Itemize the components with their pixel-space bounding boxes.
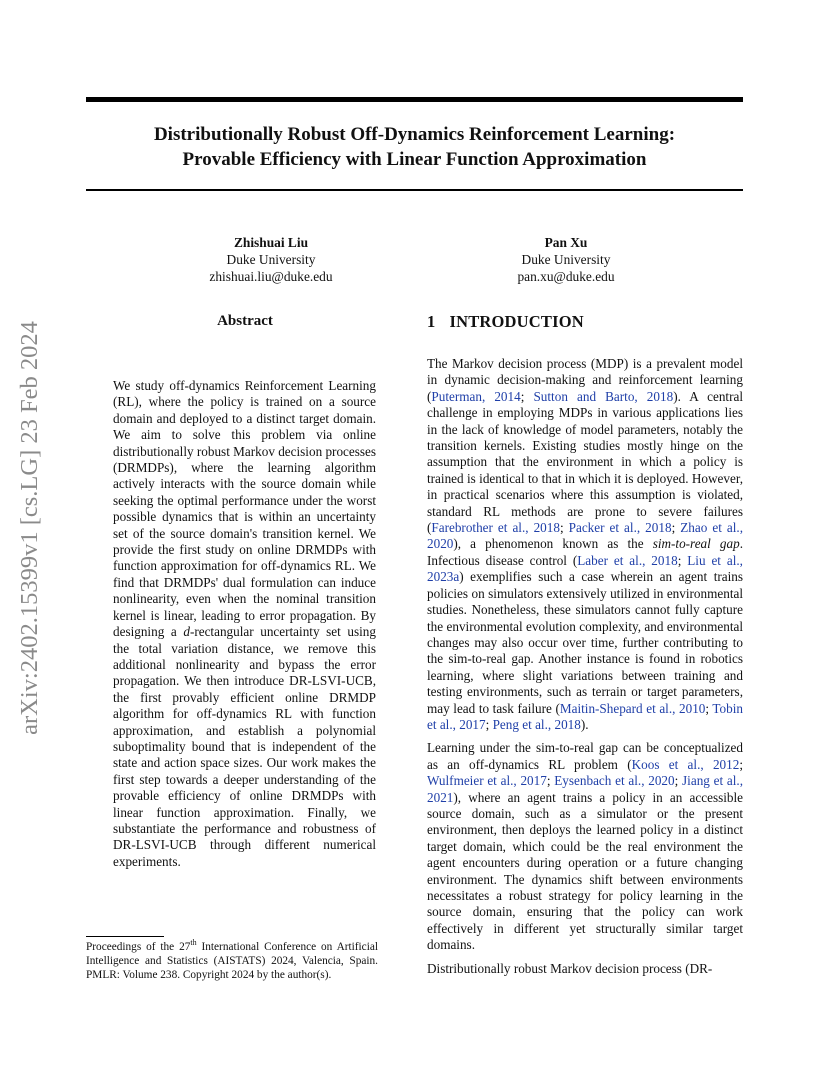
abstract-heading: Abstract <box>217 313 273 329</box>
abstract-text-2: -rectangular uncertainty set using the total variation distance, we remove this additional nonlinearity and bypass the error propagation. We then introduce DR-LSVI-UCB, the first provably efficient online DRMDP algorithm for off-dynamics RL with function approximation, and establish a polynomial suboptimality bound that is independent of the state and action space sizes. Our work makes the first step towards a deeper understanding of the provable efficiency of online DRMDPs with linear function approximation. Finally, we substantiate the performance and robustness of DR-LSVI-UCB through different numerical experiments. <box>113 624 376 869</box>
top-rule <box>86 97 743 102</box>
text-span: ; <box>559 520 569 536</box>
citation-link[interactable]: Wulfmeier et al., 2017 <box>427 773 547 789</box>
footnote-text: Proceedings of the 27 <box>86 941 191 953</box>
author-affiliation: Duke University <box>521 252 611 267</box>
text-span: Learning under the sim-to-real gap can be conceptualized as an off-dynamics RL problem ( <box>427 740 743 772</box>
section-number: 1 <box>427 312 436 331</box>
text-span: ; <box>671 520 681 536</box>
text-span: ; <box>546 773 555 789</box>
author-affiliation: Duke University <box>226 252 316 267</box>
abstract-text-1: We study off-dynamics Reinforcement Learning (RL), where the policy is trained on a source domain and deployed to a distinct target domain. We aim to solve this problem via online distributionally robust Markov decision processes (DRMDPs), where the learning algorithm actively interacts with the source domain while seeking the optimal performance under the worst possible dynamics that is within an uncertainty set of the source domain's transition kernel. We provide the first study on online DRMDPs with function approximation for off-dynamics RL. We find that DRMDPs' dual formulation can induce nonlinearity, even when the nominal transition kernel is linear, leading to error propagation. By designing a <box>113 378 376 640</box>
intro-paragraph-2 <box>427 740 743 953</box>
title-line-2: Provable Efficiency with Linear Function Approximation <box>182 149 647 170</box>
intro-paragraph-3: Distributionally robust Markov decision process (DR- <box>427 960 713 976</box>
citation-link[interactable]: Maitin-Shepard et al., 2010 <box>559 700 706 716</box>
text-span: ; <box>677 552 688 568</box>
citation-link[interactable]: Koos et al., 2012 <box>631 756 740 772</box>
text-span: ; <box>705 700 713 716</box>
author-name: Zhishuai Liu <box>233 235 309 250</box>
citation-link[interactable]: Peng et al., 2018 <box>492 716 581 732</box>
text-span: ; <box>520 388 534 404</box>
author-email: zhishuai.liu@duke.edu <box>209 269 333 284</box>
footnote-text: International Conference on Artificial Intelligence and Statistics (AISTATS) 2024, Valencia, Spain. PMLR: Volume 238. Copyright 2024 by the author(s). <box>86 941 378 981</box>
paper-title <box>86 122 743 172</box>
footnote <box>86 940 378 982</box>
intro-body <box>427 356 743 984</box>
citation-link[interactable]: Laber et al., 2018 <box>577 552 678 568</box>
citation-link[interactable]: Jiang et al., 2021 <box>427 773 744 805</box>
citation-link[interactable]: Tobin et al., 2017 <box>427 700 743 732</box>
text-span: ), where an agent trains a policy in an accessible source domain, such as a simulator or the present environment, then deploys the learned policy in a distinct target domain, which could be the real environment the agent encounters during operation or a future changing environment. The dynamics shift between environments necessitates a robust strategy for policy learning in the source domain, ensuring that the policy can work effectively in different yet structurally similar target domains. <box>427 789 743 953</box>
author-block-2 <box>466 234 666 285</box>
footnote-rule <box>86 936 164 937</box>
citation-link[interactable]: Eysenbach et al., 2020 <box>554 773 675 789</box>
footnote-superscript: th <box>190 938 197 948</box>
text-span: ; <box>739 756 743 772</box>
emphasis-text: sim-to-real gap <box>652 536 740 552</box>
citation-link[interactable]: Sutton and Barto, 2018 <box>533 388 674 404</box>
section-heading <box>427 312 584 332</box>
text-span: ; <box>485 716 493 732</box>
text-span: ). <box>580 716 589 732</box>
author-email: pan.xu@duke.edu <box>517 269 615 284</box>
intro-paragraph-1 <box>427 356 743 733</box>
text-span: The Markov decision process (MDP) is a prevalent model in dynamic decision-making and reinforcement learning ( <box>427 356 743 404</box>
text-span: ), a phenomenon known as the <box>453 536 653 552</box>
abstract-emph: d <box>183 624 190 640</box>
text-span: . Infectious disease control ( <box>427 536 743 568</box>
citation-link[interactable]: Farebrother et al., 2018 <box>431 520 560 536</box>
author-block-1 <box>171 234 371 285</box>
text-span: ). A central challenge in employing MDPs in various applications lies in the lack of knowledge of model parameters, notably the transition kernels. Existing studies mostly hinge on the assumption that the environment in which a policy is trained is identical to that in which it is deployed. However, in practical scenarios where this assumption is violated, standard RL methods are prone to severe failures ( <box>427 388 743 536</box>
arxiv-stamp: arXiv:2402.15399v1 [cs.LG] 23 Feb 2024 <box>16 321 43 735</box>
citation-link[interactable]: Liu et al., 2023a <box>427 552 743 585</box>
citation-link[interactable]: Packer et al., 2018 <box>568 520 672 536</box>
section-title: INTRODUCTION <box>449 312 584 331</box>
citation-link[interactable]: Zhao et al., 2020 <box>427 520 743 552</box>
abstract-body <box>113 378 376 870</box>
title-line-1: Distributionally Robust Off-Dynamics Reinforcement Learning: <box>153 124 676 145</box>
text-span: ) exemplifies such a case wherein an agent trains policies on simulators extensively utilized in environmental studies. Nonetheless, these simulators cannot fully capture the environmental evolution complexity, and environmental changes may also occur over time, further contributing to the sim-to-real gap. Another instance is found in robotics learning, where slight variations between training and testing environments, such as terrain or target parameters, may lead to task failure ( <box>427 569 743 716</box>
title-bottom-rule <box>86 189 743 191</box>
citation-link[interactable]: Puterman, 2014 <box>431 388 521 404</box>
author-name: Pan Xu <box>544 235 588 250</box>
text-span: ; <box>674 773 683 789</box>
arxiv-stamp-wrap <box>14 288 46 768</box>
